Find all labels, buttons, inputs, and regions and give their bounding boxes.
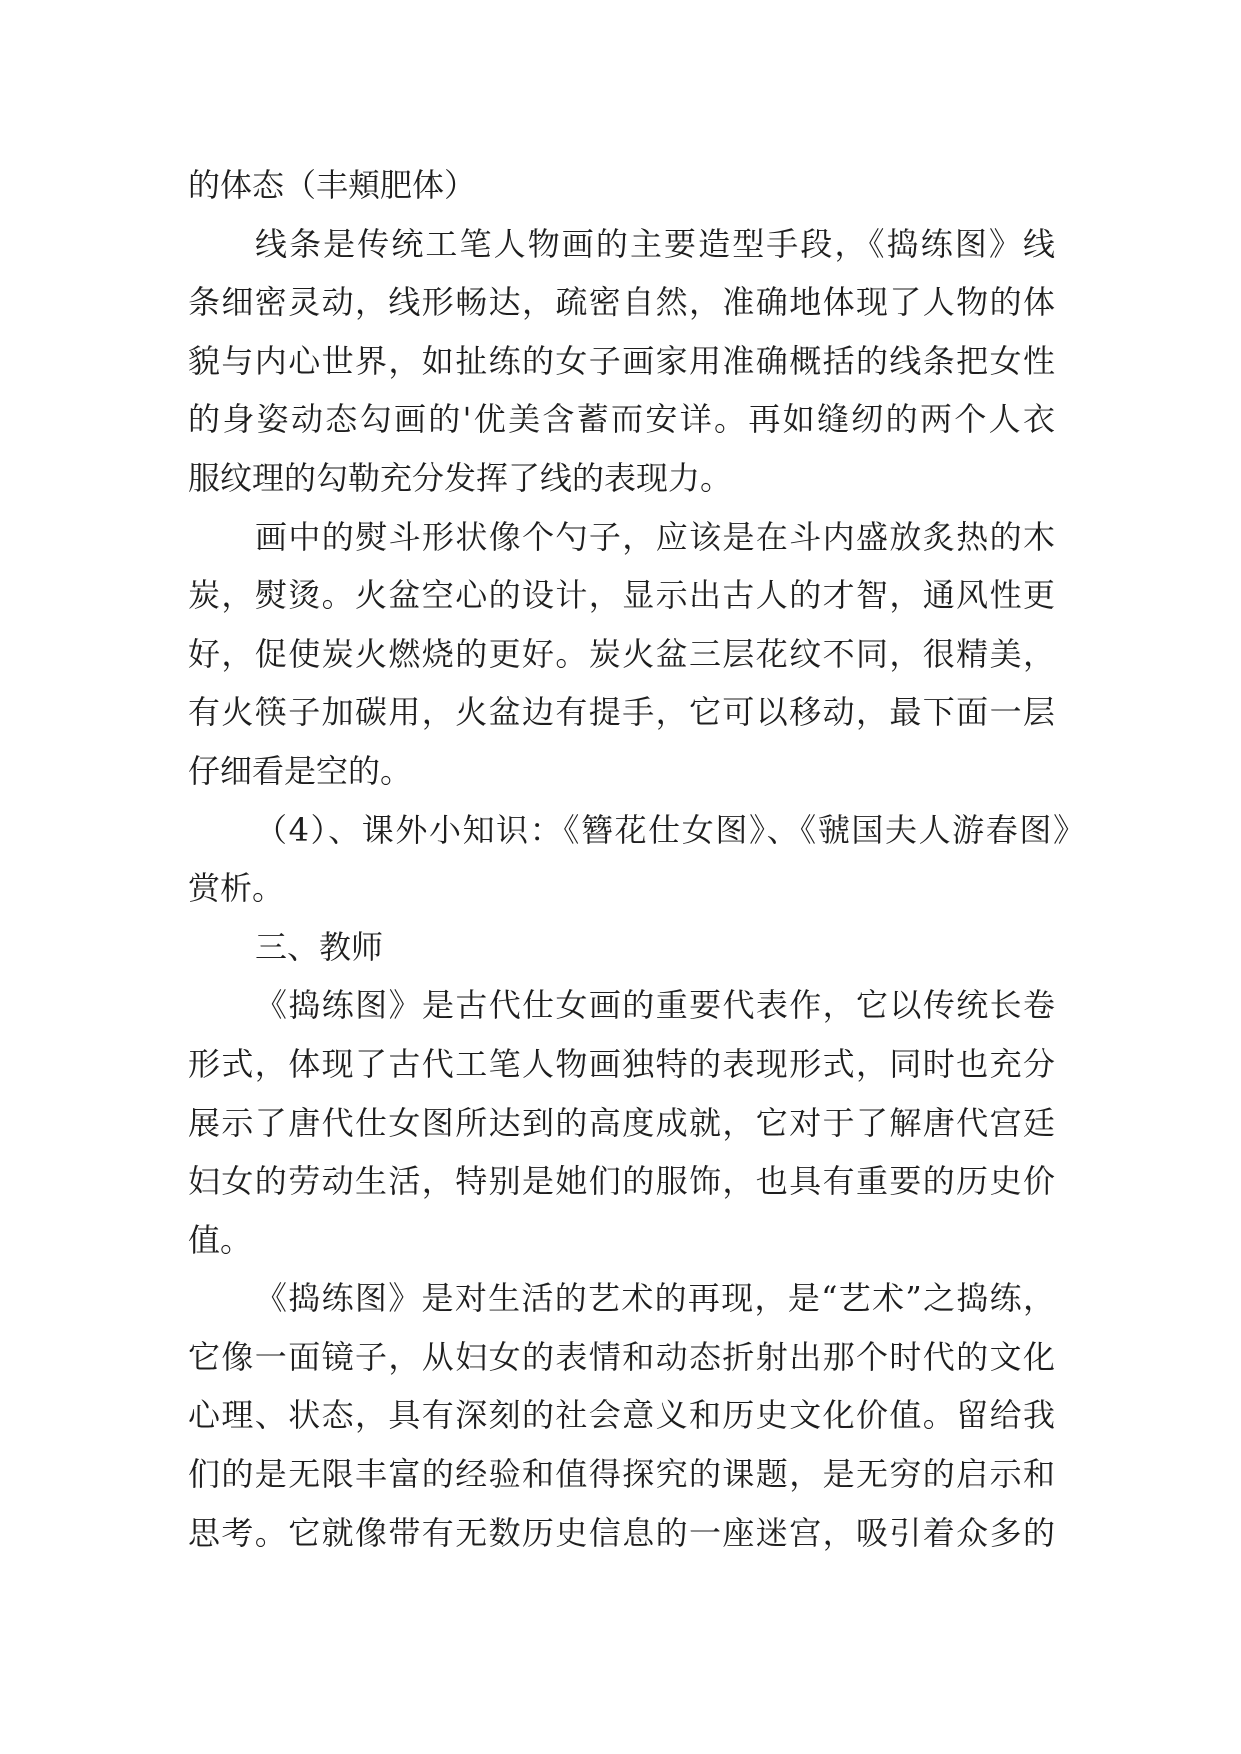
paragraph-teacher-summary bbox=[188, 976, 1055, 1269]
text-line: 们的是无限丰富的经验和值得探究的课题，是无穷的启示和 bbox=[188, 1455, 1055, 1494]
text-line: （4）、课外小知识：《簪花仕女图》、《虢国夫人游春图》 bbox=[255, 810, 1085, 849]
text-line: 妇女的劳动生活，特别是她们的服饰，也具有重要的历史价 bbox=[188, 1162, 1055, 1201]
text-line: 好，促使炭火燃烧的更好。炭火盆三层花纹不同，很精美， bbox=[188, 634, 1055, 673]
text-line: 画中的熨斗形状像个勺子，应该是在斗内盛放炙热的木 bbox=[255, 517, 1055, 556]
text-line: 的体态（丰頬肥体） bbox=[188, 166, 477, 204]
text-line: 仔细看是空的。 bbox=[188, 751, 413, 790]
text-line: 线条是传统工笔人物画的主要造型手段，《捣练图》线 bbox=[255, 224, 1055, 263]
text-line: 展示了唐代仕女图所达到的高度成就，它对于了解唐代宫廷 bbox=[188, 1103, 1055, 1142]
text-line: 赏析。 bbox=[188, 869, 285, 908]
text-line: 心理、状态，具有深刻的社会意义和历史文化价值。留给我 bbox=[188, 1396, 1055, 1435]
text-line: 形式，体现了古代工笔人物画独特的表现形式，同时也充分 bbox=[188, 1044, 1055, 1083]
section-title: 三、教师 bbox=[255, 927, 384, 966]
paragraph-continuation bbox=[188, 156, 1055, 215]
text-line: 它像一面镜子，从妇女的表情和动态折射出那个时代的文化 bbox=[188, 1337, 1055, 1376]
document-body bbox=[188, 156, 1085, 1562]
text-line: 貌与内心世界，如扯练的女子画家用准确概括的线条把女性 bbox=[188, 341, 1055, 380]
paragraph-iron-and-brazier bbox=[188, 508, 1055, 801]
text-line: 条细密灵动，线形畅达，疏密自然，准确地体现了人物的体 bbox=[188, 283, 1055, 322]
section-heading bbox=[188, 918, 1055, 977]
text-line: 的身姿动态勾画的'优美含蓄而安详。再如缝纫的两个人衣 bbox=[188, 400, 1055, 439]
paragraph-artistic-reflection bbox=[188, 1269, 1055, 1562]
paragraph-extra-knowledge bbox=[188, 801, 1085, 918]
text-line: 思考。它就像带有无数历史信息的一座迷宫，吸引着众多的 bbox=[188, 1513, 1055, 1552]
paragraph-line-drawing bbox=[188, 215, 1055, 508]
text-line: 《捣练图》是对生活的艺术的再现，是“艺术”之捣练， bbox=[255, 1279, 1055, 1318]
text-line: 服纹理的勾勒充分发挥了线的表现力。 bbox=[188, 458, 733, 497]
text-line: 值。 bbox=[188, 1220, 253, 1259]
text-line: 《捣练图》是古代仕女画的重要代表作，它以传统长卷 bbox=[255, 986, 1055, 1025]
text-line: 炭，熨烫。火盆空心的设计，显示出古人的才智，通风性更 bbox=[188, 576, 1055, 615]
text-line: 有火筷子加碳用，火盆边有提手，它可以移动，最下面一层 bbox=[188, 693, 1055, 732]
